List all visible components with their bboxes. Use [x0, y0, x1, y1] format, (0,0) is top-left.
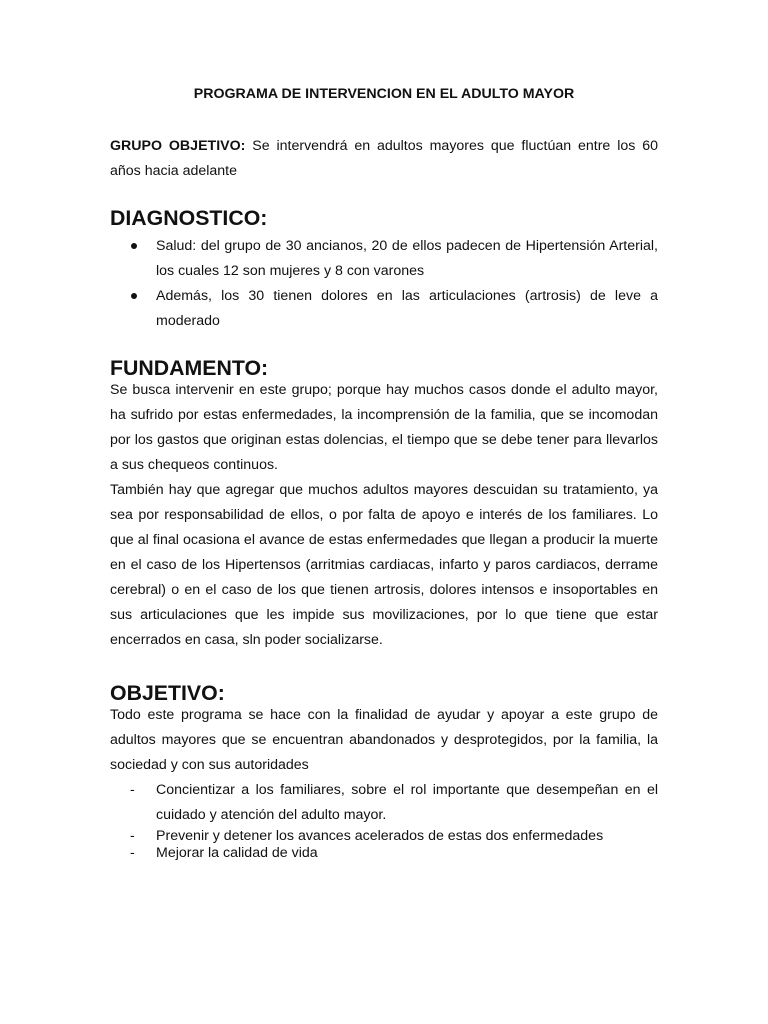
diagnostico-list [110, 234, 658, 334]
bullet-icon [131, 243, 137, 249]
list-item: Salud: del grupo de 30 ancianos, 20 de ellos padecen de Hipertensión Arterial, los cuales 12 son mujeres y 8 con varones [110, 234, 658, 284]
objetivo-heading: OBJETIVO: [110, 681, 225, 705]
objetivo-paragraph: Todo este programa se hace con la finalidad de ayudar y apoyar a este grupo de adultos mayores que se encuentran abandonados y desprotegidos, por la familia, la sociedad y con sus autoridades [110, 707, 658, 773]
fundamento-heading: FUNDAMENTO: [110, 356, 269, 380]
dash-marker: - [130, 845, 135, 861]
bullet-icon [131, 293, 137, 299]
document-page [110, 84, 658, 862]
grupo-objetivo-text: Se intervendrá en adultos mayores que fluctúan entre los 60 años hacia adelante [110, 138, 658, 179]
document-title: PROGRAMA DE INTERVENCION EN EL ADULTO MAYOR [193, 86, 575, 102]
list-item: - Prevenir y detener los avances acelerados de estas dos enfermedades [130, 828, 604, 844]
list-item: Además, los 30 tienen dolores en las articulaciones (artrosis) de leve a moderado [110, 284, 658, 334]
list-item: - Concientizar a los familiares, sobre el rol importante que desempeñan en el cuidado y atención del adulto mayor. [110, 778, 658, 828]
diagnostico-heading: DIAGNOSTICO: [110, 206, 268, 230]
objetivo-list [110, 778, 658, 862]
dash-marker: - [130, 828, 135, 844]
list-item: - Mejorar la calidad de vida [130, 845, 318, 861]
fundamento-paragraph-2: También hay que agregar que muchos adultos mayores descuidan su tratamiento, ya sea por responsabilidad de ellos, o por falta de apoyo e interés de los familiares. Lo que al final ocasiona el avance de estas enfermedades que llegan a producir la muerte en el caso de los Hipertensos (arritmias cardiacas, infarto y paros cardiacos, derrame cerebral) o en el caso de los que tienen artrosis, dolores intensos e insoportables en sus articulaciones que les impide sus movilizaciones, por lo que tiene que estar encerrados en casa, sln poder socializarse. [110, 482, 658, 648]
dash-marker: - [130, 782, 135, 798]
fundamento-paragraph-1: Se busca intervenir en este grupo; porque hay muchos casos donde el adulto mayor, ha sufrido por estas enfermedades, la incomprensión de la familia, que se incomodan por los gastos que originan estas dolencias, el tiempo que se debe tener para llevarlos a sus chequeos continuos. [110, 382, 658, 473]
grupo-objetivo-paragraph [110, 134, 658, 184]
grupo-objetivo-label: GRUPO OBJETIVO: [110, 138, 246, 154]
